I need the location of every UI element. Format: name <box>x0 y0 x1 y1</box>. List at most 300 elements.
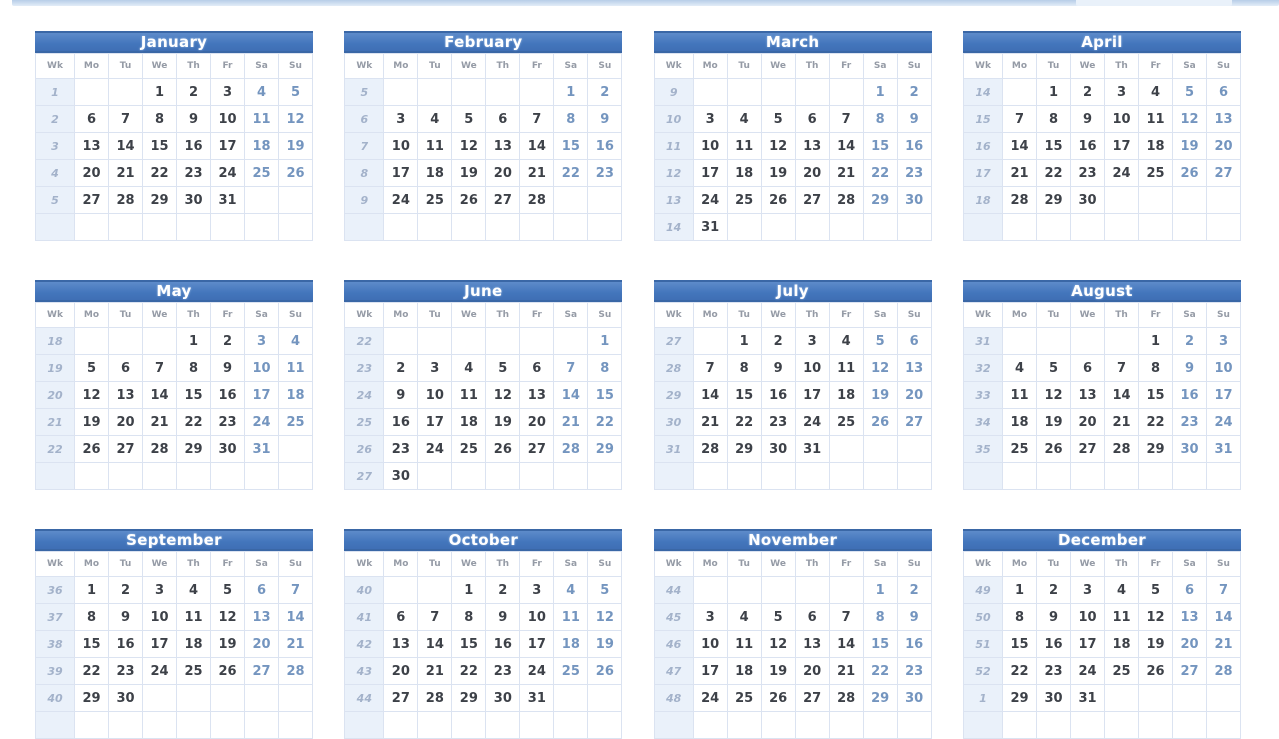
day-cell: 18 <box>829 382 863 409</box>
day-cell: 26 <box>1138 658 1172 685</box>
week-row <box>654 160 931 187</box>
day-cell: 14 <box>520 133 554 160</box>
day-cell <box>211 712 245 739</box>
week-row <box>36 79 313 106</box>
day-cell: 3 <box>1070 577 1104 604</box>
day-header-we: We <box>452 552 486 577</box>
day-cell: 6 <box>1070 355 1104 382</box>
month-title-november: November <box>654 529 932 551</box>
day-cell: 23 <box>761 409 795 436</box>
month-january <box>35 31 313 241</box>
week-row <box>963 631 1240 658</box>
day-cell <box>486 328 520 355</box>
week-row <box>36 631 313 658</box>
day-cell: 1 <box>1138 328 1172 355</box>
day-cell <box>109 214 143 241</box>
day-cell <box>1172 463 1206 490</box>
week-row <box>36 658 313 685</box>
day-header-row <box>963 54 1240 79</box>
day-cell <box>1104 328 1138 355</box>
week-number-cell: 49 <box>963 577 1002 604</box>
day-cell: 23 <box>1036 658 1070 685</box>
month-title-march: March <box>654 31 932 53</box>
week-number-cell: 22 <box>345 328 384 355</box>
day-cell: 16 <box>1172 382 1206 409</box>
day-cell: 25 <box>452 436 486 463</box>
week-number-cell: 34 <box>963 409 1002 436</box>
day-cell: 2 <box>177 79 211 106</box>
day-cell: 26 <box>761 685 795 712</box>
day-cell: 5 <box>1036 355 1070 382</box>
day-cell: 12 <box>452 133 486 160</box>
day-header-th: Th <box>486 54 520 79</box>
day-cell <box>727 712 761 739</box>
day-cell <box>863 712 897 739</box>
day-cell <box>1070 328 1104 355</box>
week-number-cell: 44 <box>345 685 384 712</box>
day-cell: 6 <box>486 106 520 133</box>
day-cell: 28 <box>1206 658 1240 685</box>
week-number-cell <box>345 214 384 241</box>
day-cell <box>588 187 622 214</box>
month-title-may: May <box>35 280 313 302</box>
day-cell <box>520 712 554 739</box>
day-cell: 18 <box>727 658 761 685</box>
day-header-sa: Sa <box>1172 303 1206 328</box>
day-cell <box>588 463 622 490</box>
day-cell: 30 <box>486 685 520 712</box>
day-cell <box>829 214 863 241</box>
day-cell: 20 <box>75 160 109 187</box>
week-row <box>36 328 313 355</box>
day-cell: 13 <box>1206 106 1240 133</box>
day-cell <box>1070 214 1104 241</box>
day-cell: 25 <box>727 187 761 214</box>
day-cell <box>452 214 486 241</box>
day-cell: 8 <box>727 355 761 382</box>
day-cell: 12 <box>863 355 897 382</box>
day-cell: 9 <box>109 604 143 631</box>
day-header-mo: Mo <box>693 54 727 79</box>
day-cell <box>1138 214 1172 241</box>
day-header-we: We <box>452 303 486 328</box>
day-cell: 24 <box>693 685 727 712</box>
week-row <box>36 160 313 187</box>
week-number-cell <box>36 214 75 241</box>
day-cell: 30 <box>1070 187 1104 214</box>
week-number-cell: 2 <box>36 106 75 133</box>
day-cell <box>727 214 761 241</box>
day-cell <box>245 214 279 241</box>
day-cell: 2 <box>1036 577 1070 604</box>
day-cell <box>588 712 622 739</box>
week-number-cell: 43 <box>345 658 384 685</box>
day-cell: 15 <box>863 133 897 160</box>
day-cell: 4 <box>1104 577 1138 604</box>
day-cell: 11 <box>829 355 863 382</box>
day-cell: 29 <box>863 187 897 214</box>
week-number-cell <box>963 214 1002 241</box>
day-cell <box>452 463 486 490</box>
day-header-tu: Tu <box>109 54 143 79</box>
week-number-cell: 29 <box>654 382 693 409</box>
day-header-th: Th <box>177 54 211 79</box>
day-cell <box>143 463 177 490</box>
day-cell: 6 <box>795 604 829 631</box>
day-cell: 10 <box>1104 106 1138 133</box>
day-cell: 13 <box>109 382 143 409</box>
day-cell: 19 <box>75 409 109 436</box>
day-cell: 12 <box>1138 604 1172 631</box>
day-cell: 20 <box>109 409 143 436</box>
day-header-row <box>654 303 931 328</box>
day-cell <box>554 463 588 490</box>
day-cell <box>897 463 931 490</box>
week-row <box>345 631 622 658</box>
week-number-cell: 40 <box>36 685 75 712</box>
week-row <box>345 133 622 160</box>
day-cell: 2 <box>897 577 931 604</box>
day-header-wk: Wk <box>345 54 384 79</box>
day-cell: 22 <box>75 658 109 685</box>
week-number-cell: 10 <box>654 106 693 133</box>
day-cell: 10 <box>1070 604 1104 631</box>
day-cell: 11 <box>452 382 486 409</box>
day-cell: 25 <box>177 658 211 685</box>
day-cell: 7 <box>829 604 863 631</box>
day-cell: 8 <box>1036 106 1070 133</box>
day-cell: 3 <box>693 106 727 133</box>
week-number-cell: 51 <box>963 631 1002 658</box>
day-cell: 9 <box>1172 355 1206 382</box>
day-cell: 31 <box>245 436 279 463</box>
day-header-sa: Sa <box>1172 54 1206 79</box>
day-cell: 17 <box>1104 133 1138 160</box>
day-header-fr: Fr <box>520 54 554 79</box>
day-cell: 7 <box>143 355 177 382</box>
day-header-wk: Wk <box>345 552 384 577</box>
day-cell: 20 <box>384 658 418 685</box>
day-cell <box>761 463 795 490</box>
day-cell: 17 <box>1070 631 1104 658</box>
day-header-su: Su <box>279 303 313 328</box>
week-number-cell: 18 <box>963 187 1002 214</box>
day-cell: 21 <box>143 409 177 436</box>
day-cell <box>1206 187 1240 214</box>
day-cell <box>211 214 245 241</box>
week-row <box>963 355 1240 382</box>
day-cell <box>1172 685 1206 712</box>
week-row <box>345 79 622 106</box>
week-row <box>654 685 931 712</box>
day-cell: 16 <box>109 631 143 658</box>
day-cell: 23 <box>211 409 245 436</box>
day-cell <box>554 187 588 214</box>
day-cell: 8 <box>1138 355 1172 382</box>
day-header-fr: Fr <box>1138 54 1172 79</box>
day-header-tu: Tu <box>1036 552 1070 577</box>
day-cell: 29 <box>143 187 177 214</box>
week-row <box>963 604 1240 631</box>
week-row <box>36 214 313 241</box>
day-cell <box>1138 712 1172 739</box>
week-number-cell: 33 <box>963 382 1002 409</box>
day-cell <box>486 79 520 106</box>
day-cell: 12 <box>279 106 313 133</box>
day-cell: 19 <box>761 658 795 685</box>
day-cell: 6 <box>1172 577 1206 604</box>
week-number-cell: 1 <box>36 79 75 106</box>
day-cell: 12 <box>588 604 622 631</box>
day-header-row <box>36 552 313 577</box>
day-cell <box>727 463 761 490</box>
day-cell <box>452 712 486 739</box>
week-row <box>654 577 931 604</box>
day-header-mo: Mo <box>75 552 109 577</box>
day-cell: 23 <box>897 160 931 187</box>
day-cell: 18 <box>1138 133 1172 160</box>
day-cell: 10 <box>693 133 727 160</box>
day-cell: 5 <box>863 328 897 355</box>
day-cell: 16 <box>1070 133 1104 160</box>
month-february <box>344 31 622 241</box>
week-row <box>963 658 1240 685</box>
day-cell: 20 <box>486 160 520 187</box>
week-number-cell: 3 <box>36 133 75 160</box>
day-cell: 30 <box>384 463 418 490</box>
day-cell: 22 <box>177 409 211 436</box>
day-cell: 9 <box>897 106 931 133</box>
day-cell: 10 <box>693 631 727 658</box>
day-cell: 18 <box>452 409 486 436</box>
day-cell <box>1206 712 1240 739</box>
day-cell: 7 <box>554 355 588 382</box>
day-cell: 5 <box>452 106 486 133</box>
day-cell: 10 <box>1206 355 1240 382</box>
day-header-row <box>345 54 622 79</box>
day-cell: 1 <box>1002 577 1036 604</box>
day-header-row <box>36 303 313 328</box>
day-header-th: Th <box>486 552 520 577</box>
day-header-th: Th <box>795 552 829 577</box>
week-number-cell: 13 <box>654 187 693 214</box>
day-cell: 28 <box>109 187 143 214</box>
month-table-october <box>344 551 622 739</box>
day-cell: 19 <box>1036 409 1070 436</box>
day-cell: 14 <box>693 382 727 409</box>
month-title-april: April <box>963 31 1241 53</box>
day-header-mo: Mo <box>1002 54 1036 79</box>
day-cell: 11 <box>245 106 279 133</box>
day-cell <box>863 214 897 241</box>
week-row <box>345 214 622 241</box>
day-cell <box>486 463 520 490</box>
day-cell: 1 <box>452 577 486 604</box>
day-header-su: Su <box>279 54 313 79</box>
day-cell: 21 <box>520 160 554 187</box>
day-cell: 16 <box>211 382 245 409</box>
day-cell <box>1036 712 1070 739</box>
day-cell <box>554 712 588 739</box>
day-cell: 26 <box>211 658 245 685</box>
day-cell <box>1104 463 1138 490</box>
day-cell <box>897 214 931 241</box>
week-row <box>963 187 1240 214</box>
day-cell <box>1138 685 1172 712</box>
day-cell <box>761 79 795 106</box>
day-header-we: We <box>1070 552 1104 577</box>
day-cell <box>75 712 109 739</box>
day-cell: 12 <box>761 631 795 658</box>
day-cell: 13 <box>795 133 829 160</box>
day-cell: 10 <box>245 355 279 382</box>
week-row <box>345 436 622 463</box>
week-number-cell: 48 <box>654 685 693 712</box>
day-cell: 14 <box>829 631 863 658</box>
day-cell <box>693 577 727 604</box>
day-header-we: We <box>143 552 177 577</box>
day-cell: 5 <box>75 355 109 382</box>
month-title-october: October <box>344 529 622 551</box>
day-cell: 26 <box>761 187 795 214</box>
week-row <box>654 214 931 241</box>
day-cell: 27 <box>1070 436 1104 463</box>
day-cell: 22 <box>863 658 897 685</box>
day-header-fr: Fr <box>829 303 863 328</box>
day-cell: 19 <box>279 133 313 160</box>
week-number-cell: 20 <box>36 382 75 409</box>
week-number-cell: 22 <box>36 436 75 463</box>
week-row <box>963 214 1240 241</box>
day-cell: 29 <box>588 436 622 463</box>
day-cell <box>109 328 143 355</box>
week-number-cell: 46 <box>654 631 693 658</box>
day-cell: 29 <box>1036 187 1070 214</box>
day-cell <box>384 328 418 355</box>
day-cell <box>75 328 109 355</box>
week-number-cell: 23 <box>345 355 384 382</box>
day-cell <box>795 712 829 739</box>
day-cell: 14 <box>418 631 452 658</box>
day-cell: 21 <box>109 160 143 187</box>
day-cell <box>279 685 313 712</box>
day-header-wk: Wk <box>654 303 693 328</box>
day-cell: 3 <box>1104 79 1138 106</box>
day-cell: 21 <box>829 160 863 187</box>
week-row <box>36 685 313 712</box>
day-cell: 12 <box>1036 382 1070 409</box>
day-cell: 6 <box>75 106 109 133</box>
day-header-tu: Tu <box>1036 303 1070 328</box>
day-cell: 24 <box>795 409 829 436</box>
month-title-september: September <box>35 529 313 551</box>
day-header-wk: Wk <box>36 54 75 79</box>
week-number-cell: 19 <box>36 355 75 382</box>
day-cell: 17 <box>384 160 418 187</box>
day-cell <box>520 328 554 355</box>
day-cell: 17 <box>520 631 554 658</box>
day-header-tu: Tu <box>727 303 761 328</box>
day-cell <box>384 712 418 739</box>
month-table-april <box>963 53 1241 241</box>
week-number-cell: 44 <box>654 577 693 604</box>
week-row <box>654 631 931 658</box>
day-cell: 11 <box>418 133 452 160</box>
day-cell: 27 <box>109 436 143 463</box>
day-cell <box>795 463 829 490</box>
day-cell: 23 <box>1070 160 1104 187</box>
day-cell: 21 <box>418 658 452 685</box>
day-cell: 16 <box>384 409 418 436</box>
day-header-mo: Mo <box>1002 303 1036 328</box>
week-row <box>345 604 622 631</box>
day-cell: 4 <box>177 577 211 604</box>
week-number-cell: 38 <box>36 631 75 658</box>
day-cell: 6 <box>384 604 418 631</box>
day-header-su: Su <box>897 552 931 577</box>
day-header-sa: Sa <box>245 303 279 328</box>
day-cell: 18 <box>245 133 279 160</box>
day-header-mo: Mo <box>1002 552 1036 577</box>
day-cell: 16 <box>761 382 795 409</box>
day-cell: 17 <box>418 409 452 436</box>
day-header-th: Th <box>795 303 829 328</box>
day-cell <box>1104 214 1138 241</box>
day-cell: 26 <box>75 436 109 463</box>
month-april <box>963 31 1241 241</box>
day-cell: 7 <box>520 106 554 133</box>
day-header-sa: Sa <box>863 54 897 79</box>
day-cell: 20 <box>897 382 931 409</box>
day-cell <box>109 79 143 106</box>
day-cell: 10 <box>211 106 245 133</box>
day-cell: 6 <box>109 355 143 382</box>
day-cell: 27 <box>795 685 829 712</box>
day-cell: 19 <box>486 409 520 436</box>
day-cell: 4 <box>554 577 588 604</box>
day-cell <box>1070 712 1104 739</box>
week-number-cell <box>654 463 693 490</box>
day-cell: 21 <box>693 409 727 436</box>
day-cell <box>829 712 863 739</box>
week-number-cell: 45 <box>654 604 693 631</box>
day-cell: 25 <box>1104 658 1138 685</box>
day-cell: 9 <box>486 604 520 631</box>
week-number-cell: 16 <box>963 133 1002 160</box>
day-header-row <box>654 552 931 577</box>
day-header-su: Su <box>897 303 931 328</box>
week-number-cell: 12 <box>654 160 693 187</box>
week-row <box>36 133 313 160</box>
day-cell <box>520 79 554 106</box>
day-cell <box>177 463 211 490</box>
day-cell: 6 <box>1206 79 1240 106</box>
day-cell: 24 <box>211 160 245 187</box>
week-number-cell <box>36 712 75 739</box>
day-cell: 3 <box>211 79 245 106</box>
day-cell: 1 <box>588 328 622 355</box>
week-row <box>36 382 313 409</box>
day-cell: 28 <box>520 187 554 214</box>
day-cell: 22 <box>1002 658 1036 685</box>
day-header-sa: Sa <box>863 552 897 577</box>
day-cell <box>143 712 177 739</box>
day-cell <box>109 712 143 739</box>
day-cell: 22 <box>554 160 588 187</box>
week-number-cell: 14 <box>963 79 1002 106</box>
day-cell: 20 <box>1070 409 1104 436</box>
day-header-tu: Tu <box>727 552 761 577</box>
